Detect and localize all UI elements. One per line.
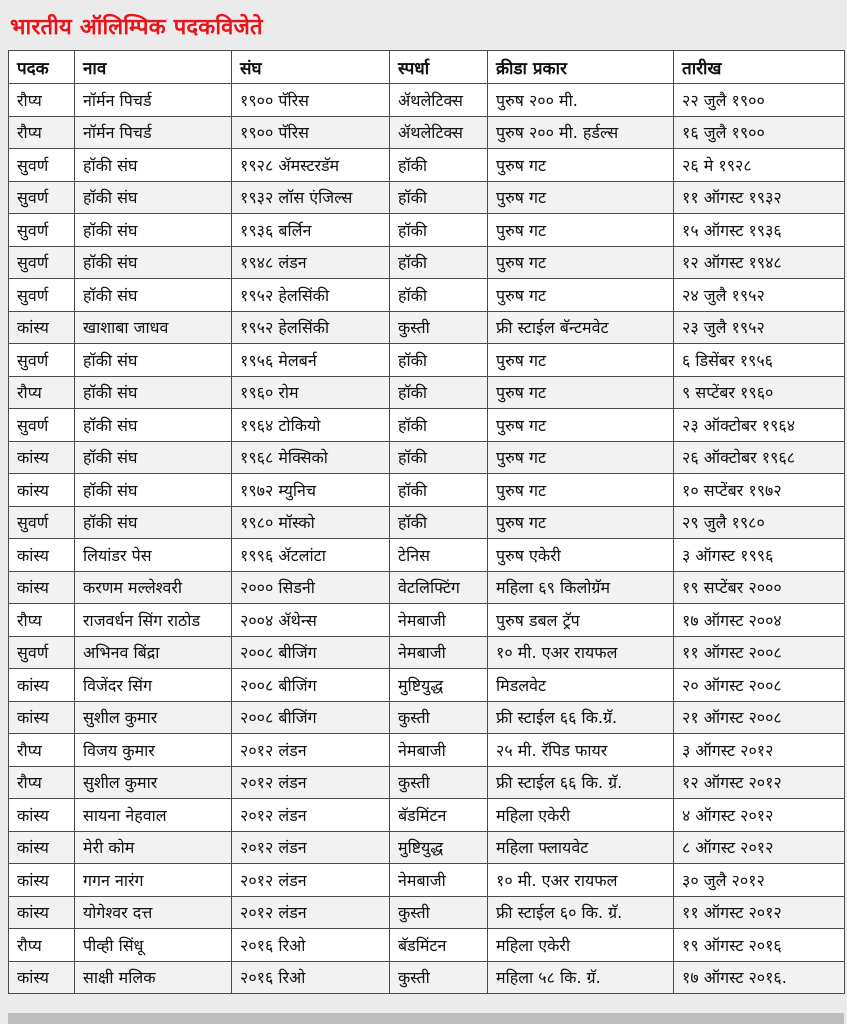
- cell-name: पीव्ही सिंधू: [75, 929, 232, 962]
- table-row: [9, 831, 845, 864]
- cell-medal: सुवर्ण: [9, 636, 75, 669]
- table-row: [9, 214, 845, 247]
- cell-event: नेमबाजी: [390, 734, 488, 767]
- table-row: [9, 344, 845, 377]
- cell-event: कुस्ती: [390, 961, 488, 994]
- cell-medal: रौप्य: [9, 84, 75, 117]
- medal-table: [8, 50, 845, 994]
- cell-event: बॅडमिंटन: [390, 929, 488, 962]
- cell-event: हॉकी: [390, 246, 488, 279]
- cell-date: २० ऑगस्ट २००८: [674, 669, 845, 702]
- cell-name: सुशील कुमार: [75, 701, 232, 734]
- cell-event: हॉकी: [390, 506, 488, 539]
- cell-medal: कांस्य: [9, 896, 75, 929]
- cell-date: १६ जुलै १९००: [674, 116, 845, 149]
- cell-medal: सुवर्ण: [9, 149, 75, 182]
- cell-medal: कांस्य: [9, 799, 75, 832]
- cell-date: २२ जुलै १९००: [674, 84, 845, 117]
- table-row: [9, 84, 845, 117]
- table-row: [9, 734, 845, 767]
- table-row: [9, 376, 845, 409]
- cell-games: २००० सिडनी: [232, 571, 390, 604]
- cell-sport-type: महिला ५८ कि. ग्रॅ.: [488, 961, 674, 994]
- cell-games: २०१२ लंडन: [232, 896, 390, 929]
- cell-event: कुस्ती: [390, 896, 488, 929]
- cell-medal: कांस्य: [9, 441, 75, 474]
- cell-name: अभिनव बिंद्रा: [75, 636, 232, 669]
- table-row: [9, 149, 845, 182]
- cell-sport-type: पुरुष गट: [488, 181, 674, 214]
- cell-name: नॉर्मन पिचर्ड: [75, 116, 232, 149]
- cell-medal: कांस्य: [9, 571, 75, 604]
- cell-event: नेमबाजी: [390, 864, 488, 897]
- cell-event: हॉकी: [390, 181, 488, 214]
- table-row: [9, 116, 845, 149]
- cell-games: २०१२ लंडन: [232, 864, 390, 897]
- cell-games: १९६८ मेक्सिको: [232, 441, 390, 474]
- cell-medal: सुवर्ण: [9, 506, 75, 539]
- cell-games: १९६० रोम: [232, 376, 390, 409]
- cell-sport-type: पुरुष गट: [488, 149, 674, 182]
- cell-date: ३ ऑगस्ट १९९६: [674, 539, 845, 572]
- cell-event: नेमबाजी: [390, 604, 488, 637]
- cell-sport-type: महिला एकेरी: [488, 799, 674, 832]
- header-games: संघ: [232, 51, 390, 84]
- cell-sport-type: पुरुष गट: [488, 246, 674, 279]
- table-row: [9, 539, 845, 572]
- cell-sport-type: पुरुष २०० मी.: [488, 84, 674, 117]
- cell-event: मुष्टियुद्ध: [390, 669, 488, 702]
- table-row: [9, 766, 845, 799]
- cell-name: लियांडर पेस: [75, 539, 232, 572]
- cell-medal: सुवर्ण: [9, 409, 75, 442]
- cell-sport-type: पुरुष एकेरी: [488, 539, 674, 572]
- cell-event: ॲथलेटिक्स: [390, 84, 488, 117]
- cell-games: १९४८ लंडन: [232, 246, 390, 279]
- cell-event: हॉकी: [390, 149, 488, 182]
- cell-event: नेमबाजी: [390, 636, 488, 669]
- cell-games: १९५२ हेलसिंकी: [232, 279, 390, 312]
- cell-event: टेनिस: [390, 539, 488, 572]
- table-row: [9, 896, 845, 929]
- cell-medal: रौप्य: [9, 376, 75, 409]
- cell-medal: कांस्य: [9, 311, 75, 344]
- cell-event: ॲथलेटिक्स: [390, 116, 488, 149]
- cell-games: १९७२ म्युनिच: [232, 474, 390, 507]
- cell-sport-type: पुरुष गट: [488, 506, 674, 539]
- cell-date: १० सप्टेंबर १९७२: [674, 474, 845, 507]
- cell-sport-type: २५ मी. रॅपिड फायर: [488, 734, 674, 767]
- cell-medal: कांस्य: [9, 961, 75, 994]
- cell-sport-type: महिला फ्लायवेट: [488, 831, 674, 864]
- cell-date: ११ ऑगस्ट १९३२: [674, 181, 845, 214]
- cell-name: हॉकी संघ: [75, 181, 232, 214]
- cell-sport-type: फ्री स्टाईल ६० कि. ग्रॅ.: [488, 896, 674, 929]
- cell-sport-type: फ्री स्टाईल ६६ कि.ग्रॅ.: [488, 701, 674, 734]
- cell-date: ९ सप्टेंबर १९६०: [674, 376, 845, 409]
- cell-name: हॉकी संघ: [75, 409, 232, 442]
- cell-date: २३ ऑक्टोबर १९६४: [674, 409, 845, 442]
- cell-date: ४ ऑगस्ट २०१२: [674, 799, 845, 832]
- table-row: [9, 506, 845, 539]
- cell-medal: सुवर्ण: [9, 214, 75, 247]
- table-row: [9, 961, 845, 994]
- cell-medal: कांस्य: [9, 701, 75, 734]
- cell-event: बॅडमिंटन: [390, 799, 488, 832]
- header-medal: पदक: [9, 51, 75, 84]
- cell-games: १९३२ लॉस एंजिल्स: [232, 181, 390, 214]
- cell-medal: सुवर्ण: [9, 246, 75, 279]
- table-row: [9, 701, 845, 734]
- cell-games: १९५२ हेलसिंकी: [232, 311, 390, 344]
- cell-games: १९५६ मेलबर्न: [232, 344, 390, 377]
- cell-games: १९०० पॅरिस: [232, 116, 390, 149]
- cell-games: २०१२ लंडन: [232, 799, 390, 832]
- cell-medal: रौप्य: [9, 734, 75, 767]
- cell-name: विजेंदर सिंग: [75, 669, 232, 702]
- cell-date: २१ ऑगस्ट २००८: [674, 701, 845, 734]
- cell-sport-type: पुरुष २०० मी. हर्डल्स: [488, 116, 674, 149]
- cell-event: हॉकी: [390, 279, 488, 312]
- cell-games: १९३६ बर्लिन: [232, 214, 390, 247]
- cell-name: सुशील कुमार: [75, 766, 232, 799]
- cell-name: हॉकी संघ: [75, 279, 232, 312]
- cell-event: कुस्ती: [390, 701, 488, 734]
- header-event: स्पर्धा: [390, 51, 488, 84]
- cell-name: विजय कुमार: [75, 734, 232, 767]
- cell-medal: रौप्य: [9, 929, 75, 962]
- cell-games: १९०० पॅरिस: [232, 84, 390, 117]
- cell-medal: सुवर्ण: [9, 344, 75, 377]
- table-row: [9, 474, 845, 507]
- cell-name: हॉकी संघ: [75, 441, 232, 474]
- cell-sport-type: फ्री स्टाईल ६६ कि. ग्रॅ.: [488, 766, 674, 799]
- cell-date: ३ ऑगस्ट २०१२: [674, 734, 845, 767]
- cell-date: २६ ऑक्टोबर १९६८: [674, 441, 845, 474]
- cell-medal: कांस्य: [9, 831, 75, 864]
- cell-games: २०१२ लंडन: [232, 831, 390, 864]
- cell-date: २३ जुलै १९५२: [674, 311, 845, 344]
- cell-medal: कांस्य: [9, 864, 75, 897]
- cell-name: हॉकी संघ: [75, 214, 232, 247]
- cell-date: २४ जुलै १९५२: [674, 279, 845, 312]
- cell-date: १५ ऑगस्ट १९३६: [674, 214, 845, 247]
- table-row: [9, 441, 845, 474]
- cell-medal: सुवर्ण: [9, 279, 75, 312]
- cell-sport-type: पुरुष गट: [488, 441, 674, 474]
- cell-sport-type: १० मी. एअर रायफल: [488, 864, 674, 897]
- cell-date: ११ ऑगस्ट २००८: [674, 636, 845, 669]
- table-row: [9, 604, 845, 637]
- cell-sport-type: पुरुष गट: [488, 474, 674, 507]
- cell-name: हॉकी संघ: [75, 246, 232, 279]
- cell-medal: कांस्य: [9, 669, 75, 702]
- cell-event: हॉकी: [390, 441, 488, 474]
- footer-bar: [8, 1013, 844, 1024]
- cell-games: २०१६ रिओ: [232, 929, 390, 962]
- cell-name: योगेश्वर दत्त: [75, 896, 232, 929]
- cell-date: १९ सप्टेंबर २०००: [674, 571, 845, 604]
- cell-sport-type: पुरुष गट: [488, 376, 674, 409]
- table-row: [9, 409, 845, 442]
- table-row: [9, 636, 845, 669]
- cell-name: राजवर्धन सिंग राठोड: [75, 604, 232, 637]
- cell-event: हॉकी: [390, 344, 488, 377]
- cell-games: २००४ ॲथेन्स: [232, 604, 390, 637]
- cell-games: १९६४ टोकियो: [232, 409, 390, 442]
- cell-games: १९९६ ॲटलांटा: [232, 539, 390, 572]
- cell-date: १७ ऑगस्ट २००४: [674, 604, 845, 637]
- cell-name: करणम मल्लेश्वरी: [75, 571, 232, 604]
- cell-medal: कांस्य: [9, 474, 75, 507]
- cell-medal: कांस्य: [9, 539, 75, 572]
- header-date: तारीख: [674, 51, 845, 84]
- cell-event: हॉकी: [390, 376, 488, 409]
- cell-name: हॉकी संघ: [75, 506, 232, 539]
- cell-sport-type: मिडलवेट: [488, 669, 674, 702]
- cell-event: कुस्ती: [390, 766, 488, 799]
- cell-name: सायना नेहवाल: [75, 799, 232, 832]
- cell-games: २००८ बीजिंग: [232, 701, 390, 734]
- table-row: [9, 929, 845, 962]
- cell-medal: रौप्य: [9, 604, 75, 637]
- table-body: [9, 84, 845, 994]
- cell-sport-type: पुरुष गट: [488, 214, 674, 247]
- cell-date: २९ जुलै १९८०: [674, 506, 845, 539]
- cell-event: हॉकी: [390, 214, 488, 247]
- cell-name: खाशाबा जाधव: [75, 311, 232, 344]
- cell-name: हॉकी संघ: [75, 474, 232, 507]
- cell-name: नॉर्मन पिचर्ड: [75, 84, 232, 117]
- cell-medal: सुवर्ण: [9, 181, 75, 214]
- cell-sport-type: पुरुष गट: [488, 279, 674, 312]
- table-row: [9, 311, 845, 344]
- table-row: [9, 181, 845, 214]
- cell-sport-type: पुरुष गट: [488, 409, 674, 442]
- cell-games: २००८ बीजिंग: [232, 669, 390, 702]
- cell-event: मुष्टियुद्ध: [390, 831, 488, 864]
- cell-date: ६ डिसेंबर १९५६: [674, 344, 845, 377]
- cell-event: कुस्ती: [390, 311, 488, 344]
- cell-name: मेरी कोम: [75, 831, 232, 864]
- cell-games: २०१२ लंडन: [232, 766, 390, 799]
- cell-sport-type: १० मी. एअर रायफल: [488, 636, 674, 669]
- cell-name: साक्षी मलिक: [75, 961, 232, 994]
- cell-medal: रौप्य: [9, 766, 75, 799]
- cell-event: हॉकी: [390, 474, 488, 507]
- cell-games: २०१६ रिओ: [232, 961, 390, 994]
- cell-date: ८ ऑगस्ट २०१२: [674, 831, 845, 864]
- cell-games: २०१२ लंडन: [232, 734, 390, 767]
- table-row: [9, 246, 845, 279]
- cell-games: १९८० मॉस्को: [232, 506, 390, 539]
- cell-date: ३० जुलै २०१२: [674, 864, 845, 897]
- cell-date: १२ ऑगस्ट १९४८: [674, 246, 845, 279]
- cell-sport-type: पुरुष डबल ट्रॅप: [488, 604, 674, 637]
- cell-sport-type: फ्री स्टाईल बॅन्टमवेट: [488, 311, 674, 344]
- cell-event: हॉकी: [390, 409, 488, 442]
- table-row: [9, 799, 845, 832]
- cell-date: १७ ऑगस्ट २०१६.: [674, 961, 845, 994]
- cell-name: हॉकी संघ: [75, 344, 232, 377]
- table-row: [9, 571, 845, 604]
- table-row: [9, 279, 845, 312]
- table-row: [9, 864, 845, 897]
- cell-name: गगन नारंग: [75, 864, 232, 897]
- cell-name: हॉकी संघ: [75, 149, 232, 182]
- cell-date: २६ मे १९२८: [674, 149, 845, 182]
- page-title: भारतीय ऑलिम्पिक पदकविजेते: [10, 15, 263, 40]
- cell-date: १९ ऑगस्ट २०१६: [674, 929, 845, 962]
- cell-name: हॉकी संघ: [75, 376, 232, 409]
- cell-date: ११ ऑगस्ट २०१२: [674, 896, 845, 929]
- cell-sport-type: पुरुष गट: [488, 344, 674, 377]
- header-sport-type: क्रीडा प्रकार: [488, 51, 674, 84]
- cell-event: वेटलिफ्टिंग: [390, 571, 488, 604]
- table-row: [9, 669, 845, 702]
- cell-sport-type: महिला एकेरी: [488, 929, 674, 962]
- cell-date: १२ ऑगस्ट २०१२: [674, 766, 845, 799]
- cell-sport-type: महिला ६९ किलोग्रॅम: [488, 571, 674, 604]
- header-name: नाव: [75, 51, 232, 84]
- table-header-row: [9, 51, 845, 84]
- cell-games: १९२८ ॲमस्टरडॅम: [232, 149, 390, 182]
- cell-games: २००८ बीजिंग: [232, 636, 390, 669]
- cell-medal: रौप्य: [9, 116, 75, 149]
